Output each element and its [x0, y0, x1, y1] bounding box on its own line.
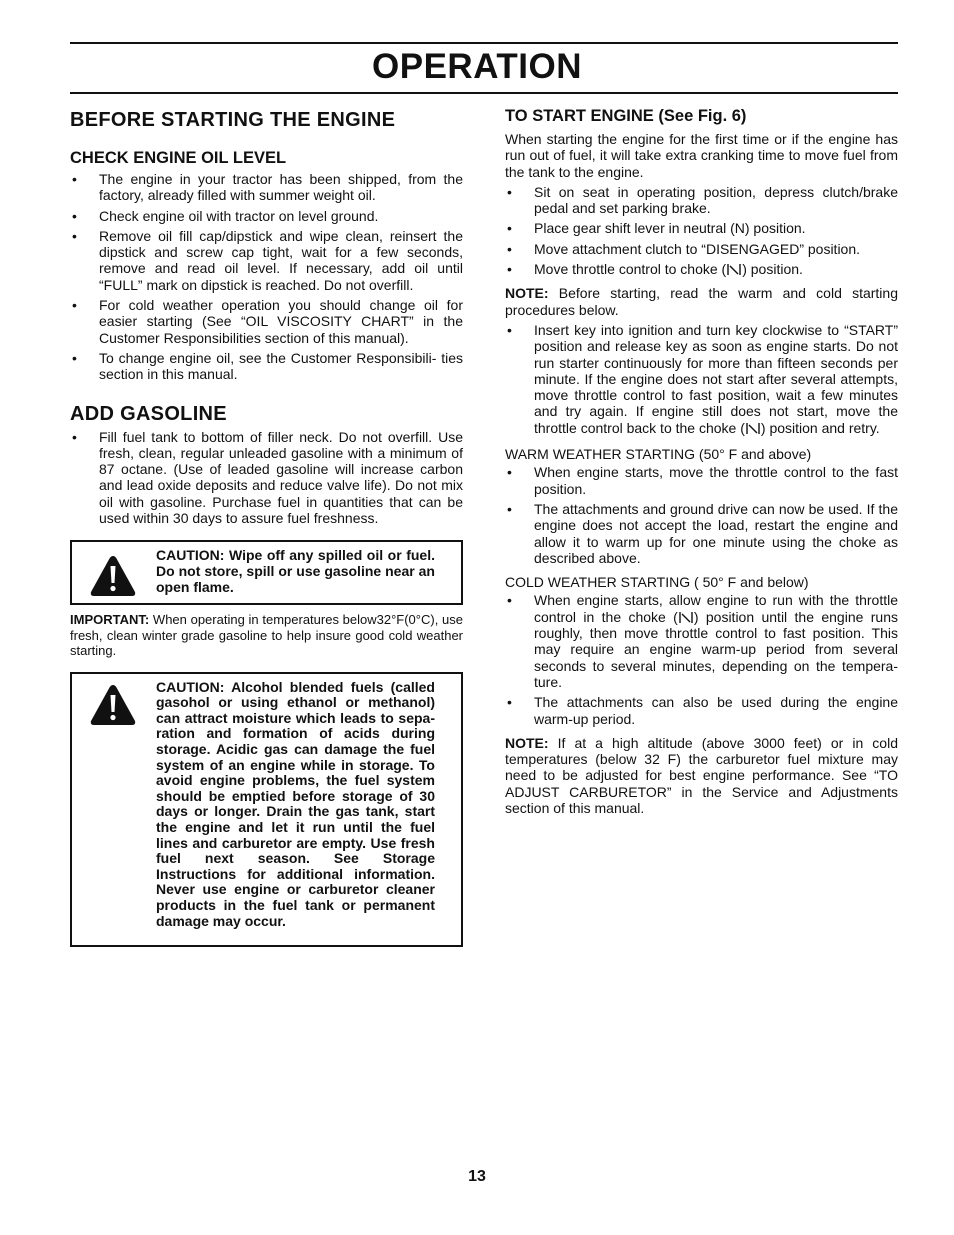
list-item	[505, 592, 898, 690]
list-item: • For cold weather operation you should change oil for easier starting (See “OIL VISCOSITY CHART” in the Customer Responsibilities section of this manual).	[70, 297, 463, 346]
note-label: NOTE:	[505, 285, 549, 302]
caution-text: CAUTION: Alcohol blended fuels (called gasohol or using ethanol or methanol) can attract moisture which leads to sepa- ration and formation of acids during storage. Acidic gas can damage the fuel system of an engine while in storage. To avoid engine problems, the fuel system should be emptied before storage of 30 days or longer. Drain the gas tank, start the engine and let it run until the fuel lines and carburetor are empty. Use fresh fuel next season. See Storage Instructions for additional information. Never use engine or carburetor cleaner products in the fuel tank or permanent damage may occur.	[156, 678, 435, 929]
note-label: NOTE:	[505, 734, 549, 751]
choke-symbol-icon	[678, 611, 694, 624]
cold-text-a: When engine starts, allow engine to run with the throttle control in the choke (	[534, 592, 898, 625]
start-intro: When starting the engine for the first time or if the engine has run out of fuel, it will take extra cranking time to move fuel from the tank to the engine.	[505, 131, 898, 180]
heading-check-oil: CHECK ENGINE OIL LEVEL	[70, 149, 287, 167]
caution-text: CAUTION: Wipe off any spilled oil or fuel. Do not store, spill or use gasoline near an open flame.	[156, 547, 435, 595]
note-text: If at a high altitude (above 3000 feet) or in cold temperatures (below 32 F) the carburetor fuel mixture may need to be adjusted for best engine performance. See “TO ADJUST CARBURETOR” in the Service and Adjustments section of this manual.	[505, 734, 898, 816]
list-item: • Place gear shift lever in neutral (N) position.	[505, 220, 898, 236]
warning-triangle-icon	[89, 554, 137, 598]
throttle-text-a: Move throttle control to choke (	[534, 261, 727, 278]
section-title-add-gasoline: ADD GASOLINE	[70, 402, 227, 425]
list-item: • Fill fuel tank to bottom of filler neck. Do not overfill. Use fresh, clean, regular unleaded gasoline with a minimum of 87 octane. (Use of leaded gasoline will increase carbon and lead oxide deposits and reduce valve life). Do not mix oil with gasoline. Purchase fuel in quantities that can be used within 30 days to assure fuel freshness.	[70, 429, 463, 527]
page-title: OPERATION	[372, 47, 582, 86]
note-high-altitude	[505, 735, 898, 816]
key-list	[505, 322, 898, 436]
cold-weather-heading: COLD WEATHER STARTING ( 50° F and below)	[505, 574, 809, 591]
caution-box-alcohol	[70, 672, 463, 948]
gas-list	[70, 429, 463, 527]
throttle-text-b: ) position.	[742, 261, 803, 278]
list-item: • The attachments can also be used during the engine warm-up period.	[505, 694, 898, 727]
important-text: When operating in temperatures below32°F(0°C), use fresh, clean winter grade gasoline to help insure good cold weather starting.	[70, 612, 463, 659]
title-underline	[70, 92, 898, 94]
oil-list	[70, 171, 463, 383]
list-item	[505, 261, 898, 277]
list-item: • When engine starts, move the throttle control to the fast position.	[505, 464, 898, 497]
page-number: 13	[468, 1168, 486, 1185]
list-item: • The attachments and ground drive can now be used. If the engine does not accept the load, restart the engine and allow it to warm up for one minute using the choke as described above.	[505, 501, 898, 566]
list-item	[505, 322, 898, 436]
list-item: • The engine in your tractor has been shipped, from the factory, already filled with summer weight oil.	[70, 171, 463, 204]
right-column	[505, 104, 898, 816]
list-item: • Remove oil fill cap/dipstick and wipe clean, reinsert the dipstick and screw cap tight, wait for a few seconds, remove and read oil level. If necessary, add oil until “FULL” mark on dipstick is reached. Do not overfill.	[70, 228, 463, 293]
important-label: IMPORTANT:	[70, 612, 150, 628]
caution-box-spill	[70, 540, 463, 605]
warm-weather-heading: WARM WEATHER STARTING (50° F and above)	[505, 446, 812, 463]
choke-symbol-icon	[726, 263, 742, 276]
left-column	[70, 104, 463, 947]
heading-to-start-engine: TO START ENGINE (See Fig. 6)	[505, 107, 747, 125]
warning-triangle-icon	[89, 683, 137, 727]
list-item: • To change engine oil, see the Customer Responsibili- ties section in this manual.	[70, 350, 463, 383]
choke-symbol-icon	[745, 422, 761, 435]
cold-list	[505, 592, 898, 726]
note-before-starting	[505, 285, 898, 318]
start-list	[505, 184, 898, 277]
note-text: Before starting, read the warm and cold starting procedures below.	[505, 285, 898, 318]
list-item: • Sit on seat in operating position, depress clutch/brake pedal and set parking brake.	[505, 184, 898, 217]
warm-list	[505, 464, 898, 566]
list-item: • Check engine oil with tractor on level ground.	[70, 208, 463, 224]
list-item: • Move attachment clutch to “DISENGAGED” position.	[505, 241, 898, 257]
key-text-b: ) position and retry.	[760, 419, 880, 436]
section-title-before-starting: BEFORE STARTING THE ENGINE	[70, 109, 396, 131]
important-note	[70, 612, 463, 659]
cold-text-b: ) position until the engine runs roughly, then move throttle control to fast position. This may require an engine warm-up period from several seconds to several minutes, depending on the tempera- ture.	[534, 608, 898, 690]
key-text-a: Insert key into ignition and turn key clockwise to “START” position and release key as soon as engine starts. Do not run starter continuously for more than fifteen seconds per minute. If the engine does not start after several attempts, move throttle control to fast position, wait a few minutes and try again. If engine still does not start, move the throttle control back to the choke (	[534, 321, 898, 436]
